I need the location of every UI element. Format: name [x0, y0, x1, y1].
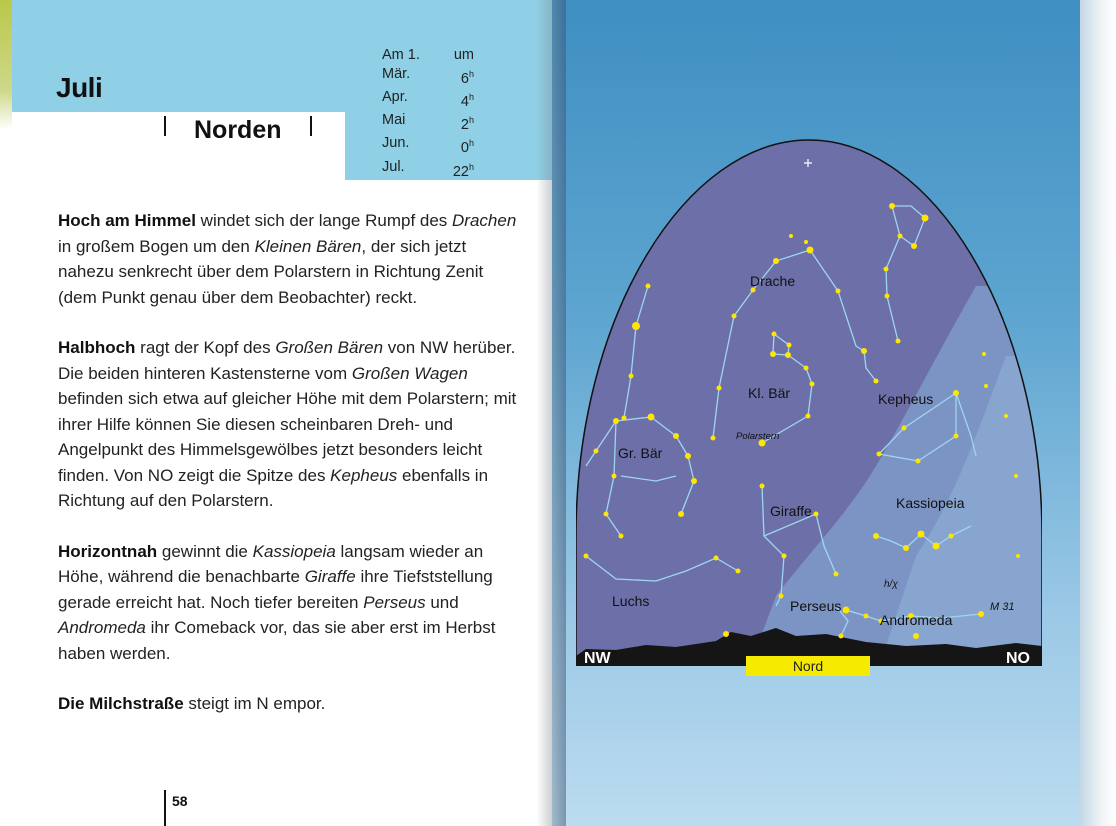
paragraph-lead: Die Milchstraße	[58, 694, 184, 713]
paragraph-text: ihre Tiefststellung gerade erreicht hat. Noch tiefer bereiten	[58, 567, 493, 612]
hour-value: 0	[460, 140, 469, 157]
paragraph-text: ragt der Kopf des	[135, 338, 276, 357]
star	[691, 478, 697, 484]
star	[736, 569, 741, 574]
star	[984, 384, 988, 388]
star	[612, 474, 617, 479]
paragraph-text: , der sich jetzt nahezu senkrecht über dem Polarstern in Richtung Zenit (dem Punkt genau über dem Beobachter) reckt.	[58, 236, 484, 307]
star	[814, 512, 819, 517]
hour-value: 4	[460, 93, 469, 110]
paragraph-text: befinden sich etwa auf gleicher Höhe mit dem Polarstern; mit ihrer Hilfe können Sie diesen scheinbaren Dreh- und Angelpunkt des Himmelsgewölbes jetzt besonders leicht finden. Von NO zeigt die Spitze des	[58, 389, 517, 485]
paragraph-text: steigt im N empor.	[183, 694, 326, 713]
star	[619, 534, 624, 539]
paragraph-milky-way	[58, 691, 518, 717]
paragraph-text: gewinnt die	[157, 541, 253, 561]
star	[836, 289, 841, 294]
row-month: Apr.	[382, 88, 408, 105]
time-table-row	[382, 111, 474, 134]
star	[978, 611, 984, 617]
star	[646, 284, 651, 289]
row-hour	[461, 134, 474, 157]
star	[903, 545, 909, 551]
star	[922, 215, 929, 222]
month-title: Juli	[56, 72, 103, 103]
paragraph-text: von NW herüber. Die beiden hinteren Kastensterne vom	[58, 338, 516, 383]
row-month: Jul.	[382, 158, 405, 175]
horizon-label-nord: Nord	[746, 656, 870, 676]
star	[953, 390, 959, 396]
row-hour	[453, 158, 474, 181]
star	[843, 607, 850, 614]
star	[594, 449, 599, 454]
star	[1014, 474, 1018, 478]
label-luchs: Luchs	[612, 593, 650, 609]
star	[877, 452, 882, 457]
hour-unit: h	[468, 138, 474, 149]
paragraph-italic: Andromeda	[58, 618, 146, 637]
hour-unit: h	[468, 91, 474, 102]
time-table-header-label: Am 1.	[382, 47, 420, 63]
star	[807, 247, 814, 254]
label-kepheus: Kepheus	[878, 391, 934, 407]
star	[717, 386, 722, 391]
hour-value: 2	[460, 116, 469, 133]
hour-unit: h	[468, 68, 474, 79]
star	[673, 433, 679, 439]
page-number-bar	[164, 790, 166, 826]
star	[954, 434, 959, 439]
star	[861, 348, 867, 354]
star	[787, 343, 792, 348]
star	[911, 243, 917, 249]
body-text	[58, 208, 518, 742]
paragraph-text: und	[425, 592, 459, 612]
paragraph-text: ihr Comeback vor, das sie aber erst im Herbst haben werden.	[58, 618, 496, 663]
paragraph-horizon	[58, 539, 518, 667]
time-table-row	[382, 134, 474, 157]
hour-value: 22	[452, 163, 469, 180]
paragraph-text: in großem Bogen um den	[58, 236, 255, 256]
star	[884, 267, 889, 272]
title-white-box	[10, 112, 345, 182]
time-table-row	[382, 158, 474, 181]
paragraph-italic: Kleinen Bären	[254, 236, 362, 256]
title-bar-right	[310, 116, 312, 136]
time-table-header	[382, 46, 474, 65]
title-bar-left	[164, 116, 166, 136]
star	[889, 203, 895, 209]
star	[949, 534, 954, 539]
hour-value: 6	[460, 70, 469, 87]
star	[896, 339, 901, 344]
star	[789, 234, 793, 238]
paragraph-text: langsam wieder an Höhe, während die benachbarte	[58, 541, 484, 586]
hour-unit: h	[468, 115, 474, 126]
row-month: Mai	[382, 112, 406, 129]
star	[772, 332, 777, 337]
paragraph-italic: Großen Wagen	[351, 363, 468, 383]
star	[913, 633, 919, 639]
label-polarstern: Polarstern	[736, 431, 780, 442]
star	[782, 554, 787, 559]
paragraph-lead: Halbhoch	[58, 338, 136, 357]
star	[584, 554, 589, 559]
paragraph-italic: Giraffe	[304, 567, 356, 586]
paragraph-lead: Hoch am Himmel	[58, 211, 196, 230]
time-table-row	[382, 88, 474, 111]
star	[804, 240, 808, 244]
star	[648, 414, 655, 421]
star	[714, 556, 719, 561]
paragraph-italic: Großen Bären	[275, 338, 384, 357]
star	[632, 322, 640, 330]
star	[806, 414, 811, 419]
time-table	[382, 46, 474, 181]
direction-title: Norden	[194, 116, 282, 144]
book-gutter	[536, 0, 566, 826]
row-month: Mär.	[382, 65, 411, 82]
star	[613, 418, 619, 424]
page-stack-edge	[1080, 0, 1116, 826]
star	[902, 426, 907, 431]
paragraph-italic: Perseus	[363, 592, 426, 612]
star	[834, 572, 839, 577]
row-hour	[461, 65, 474, 88]
row-month: Jun.	[382, 135, 410, 152]
star	[874, 379, 879, 384]
star	[804, 366, 809, 371]
paragraph-italic: Kepheus	[330, 465, 398, 485]
label-kl-baer: Kl. Bär	[748, 385, 791, 401]
star	[629, 374, 634, 379]
horizon-label-nw: NW	[584, 650, 611, 667]
label-m31: M 31	[990, 601, 1015, 613]
star	[810, 382, 815, 387]
star	[1016, 554, 1020, 558]
paragraph-italic: Drachen	[452, 211, 517, 230]
star	[732, 314, 737, 319]
star	[982, 352, 986, 356]
star	[723, 631, 729, 637]
star	[779, 594, 784, 599]
star	[760, 484, 765, 489]
horizon-label-no: NO	[1006, 650, 1030, 667]
paragraph-italic: Kassiopeia	[252, 541, 336, 561]
star	[773, 258, 779, 264]
paragraph-zenith	[58, 208, 518, 310]
label-andromeda: Andromeda	[880, 612, 953, 628]
label-drache: Drache	[750, 273, 796, 289]
star	[916, 459, 921, 464]
page-edge-accent	[0, 0, 12, 130]
star	[685, 453, 691, 459]
page-number: 58	[172, 793, 188, 809]
star	[711, 436, 716, 441]
star	[785, 352, 791, 358]
paragraph-text: windet sich der lange Rumpf des	[195, 211, 453, 230]
star-map	[576, 136, 1042, 676]
star	[604, 512, 609, 517]
label-perseus: Perseus	[790, 598, 842, 614]
star	[622, 416, 627, 421]
star	[1004, 414, 1008, 418]
label-kassiopeia: Kassiopeia	[896, 495, 965, 511]
hour-unit: h	[468, 161, 474, 172]
star	[678, 511, 684, 517]
label-giraffe: Giraffe	[770, 503, 812, 519]
paragraph-halfway	[58, 335, 518, 514]
row-hour	[461, 111, 474, 134]
star	[770, 351, 776, 357]
star	[918, 531, 925, 538]
paragraph-text: ebenfalls in Richtung auf den Polarstern.	[58, 465, 489, 510]
label-gr-baer: Gr. Bär	[618, 445, 663, 461]
paragraph-lead: Horizontnah	[58, 541, 158, 561]
star	[873, 533, 879, 539]
star	[839, 634, 844, 639]
time-table-row	[382, 65, 474, 88]
star	[864, 614, 869, 619]
star	[933, 543, 940, 550]
star	[885, 294, 890, 299]
row-hour	[461, 88, 474, 111]
star	[898, 234, 903, 239]
time-table-header-value: um	[453, 47, 474, 63]
label-hx: h/χ	[884, 579, 898, 590]
